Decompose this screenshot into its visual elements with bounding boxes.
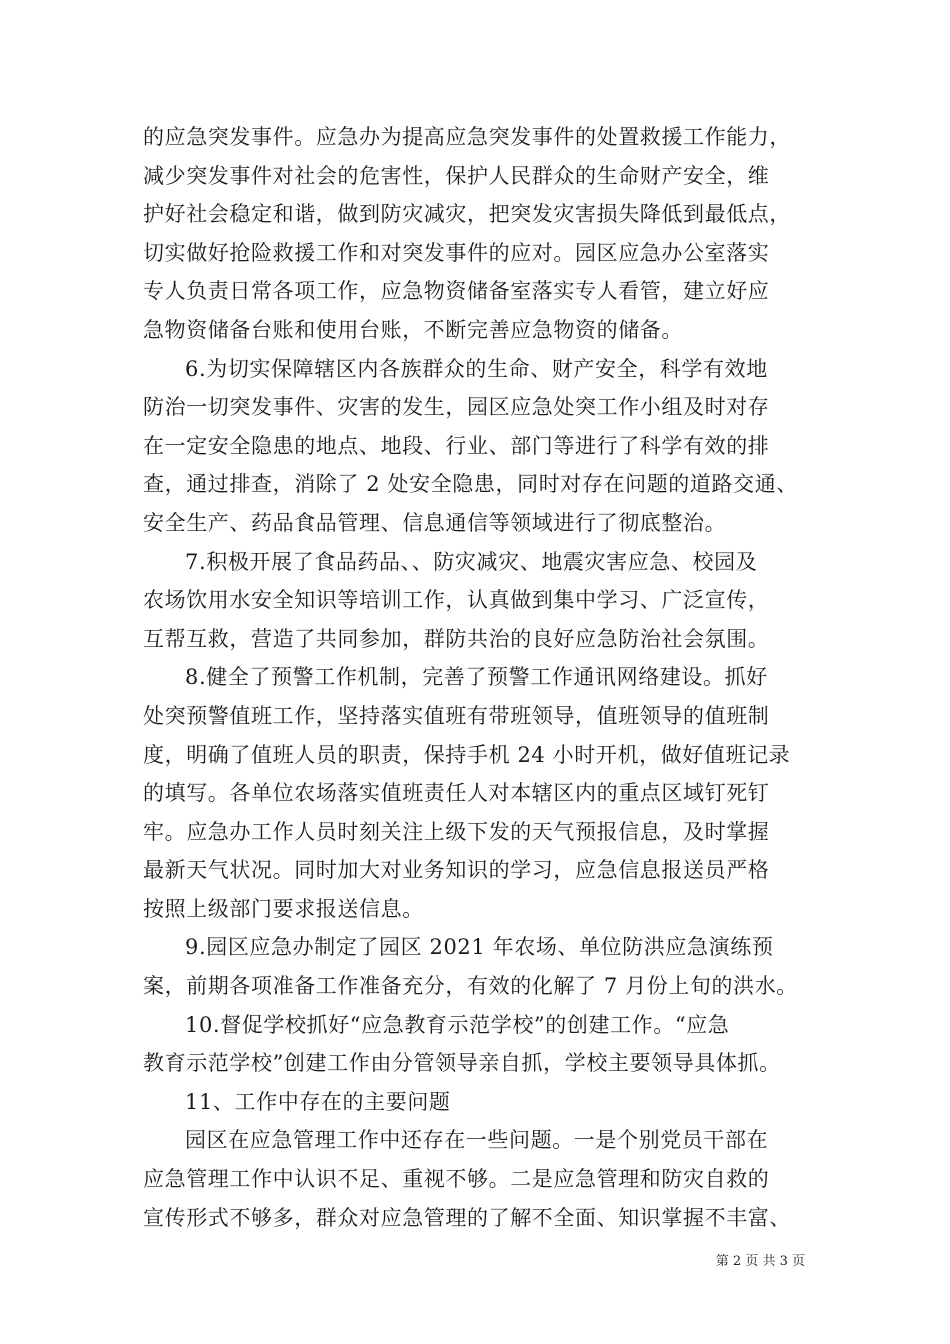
text-line: 护好社会稳定和谐，做到防灾减灾，把突发灾害损失降低到最低点， — [143, 202, 791, 227]
page-number: 第 2 页 共 3 页 — [715, 1254, 805, 1269]
text-line: 急物资储备台账和使用台账，不断完善应急物资的储备。 — [143, 317, 683, 342]
text-line: 宣传形式不够多，群众对应急管理的了解不全面、知识掌握不丰富、 — [143, 1205, 791, 1230]
text-line: 案，前期各项准备工作准备充分，有效的化解了 7 月份上旬的洪水。 — [143, 974, 798, 999]
text-line: 8.健全了预警工作机制，完善了预警工作通讯网络建设。抓好 — [185, 665, 768, 690]
text-line: 在一定安全隐患的地点、地段、行业、部门等进行了科学有效的排 — [143, 433, 770, 458]
text-line: 的应急突发事件。应急办为提高应急突发事件的处置救援工作能力， — [143, 125, 791, 149]
text-line: 最新天气状况。同时加大对业务知识的学习，应急信息报送员严格 — [143, 858, 770, 883]
text-line: 处突预警值班工作，坚持落实值班有带班领导，值班领导的值班制 — [143, 703, 770, 728]
text-line: 9.园区应急办制定了园区 2021 年农场、单位防洪应急演练预 — [185, 935, 774, 960]
text-line: 按照上级部门要求报送信息。 — [143, 896, 424, 921]
text-line: 防治一切突发事件、灾害的发生，园区应急处突工作小组及时对存 — [143, 395, 770, 420]
text-line: 专人负责日常各项工作，应急物资储备室落实专人看管，建立好应 — [143, 279, 770, 304]
text-line: 园区在应急管理工作中还存在一些问题。一是个别党员干部在 — [185, 1128, 769, 1153]
text-line: 11、工作中存在的主要问题 — [185, 1089, 451, 1114]
text-line: 度，明确了值班人员的职责，保持手机 24 小时开机，做好值班记录 — [143, 742, 791, 767]
text-line: 7.积极开展了食品药品、、防灾减灾、地震灾害应急、校园及 — [185, 549, 758, 574]
text-line: 农场饮用水安全知识等培训工作，认真做到集中学习、广泛宣传， — [143, 588, 770, 613]
text-line: 互帮互救，营造了共同参加，群防共治的良好应急防治社会氛围。 — [143, 626, 770, 651]
text-line: 应急管理工作中认识不足、重视不够。二是应急管理和防灾自救的 — [143, 1167, 770, 1192]
text-line: 10.督促学校抓好“应急教育示范学校”的创建工作。“应急 — [185, 1012, 730, 1037]
text-line: 教育示范学校”创建工作由分管领导亲自抓，学校主要领导具体抓。 — [143, 1051, 781, 1076]
text-line: 减少突发事件对社会的危害性，保护人民群众的生命财产安全，维 — [143, 163, 770, 188]
text-line: 6.为切实保障辖区内各族群众的生命、财产安全，科学有效地 — [185, 356, 768, 381]
text-line: 牢。应急办工作人员时刻关注上级下发的天气预报信息，及时掌握 — [143, 819, 770, 844]
body-text — [143, 118, 811, 1237]
text-line: 查，通过排查，消除了 2 处安全隐患，同时对存在问题的道路交通、 — [143, 472, 798, 497]
text-line: 的填写。各单位农场落实值班责任人对本辖区内的重点区域钉死钉 — [143, 781, 770, 806]
text-line: 安全生产、药品食品管理、信息通信等领域进行了彻底整治。 — [143, 510, 727, 535]
text-line: 切实做好抢险救援工作和对突发事件的应对。园区应急办公室落实 — [143, 240, 770, 265]
